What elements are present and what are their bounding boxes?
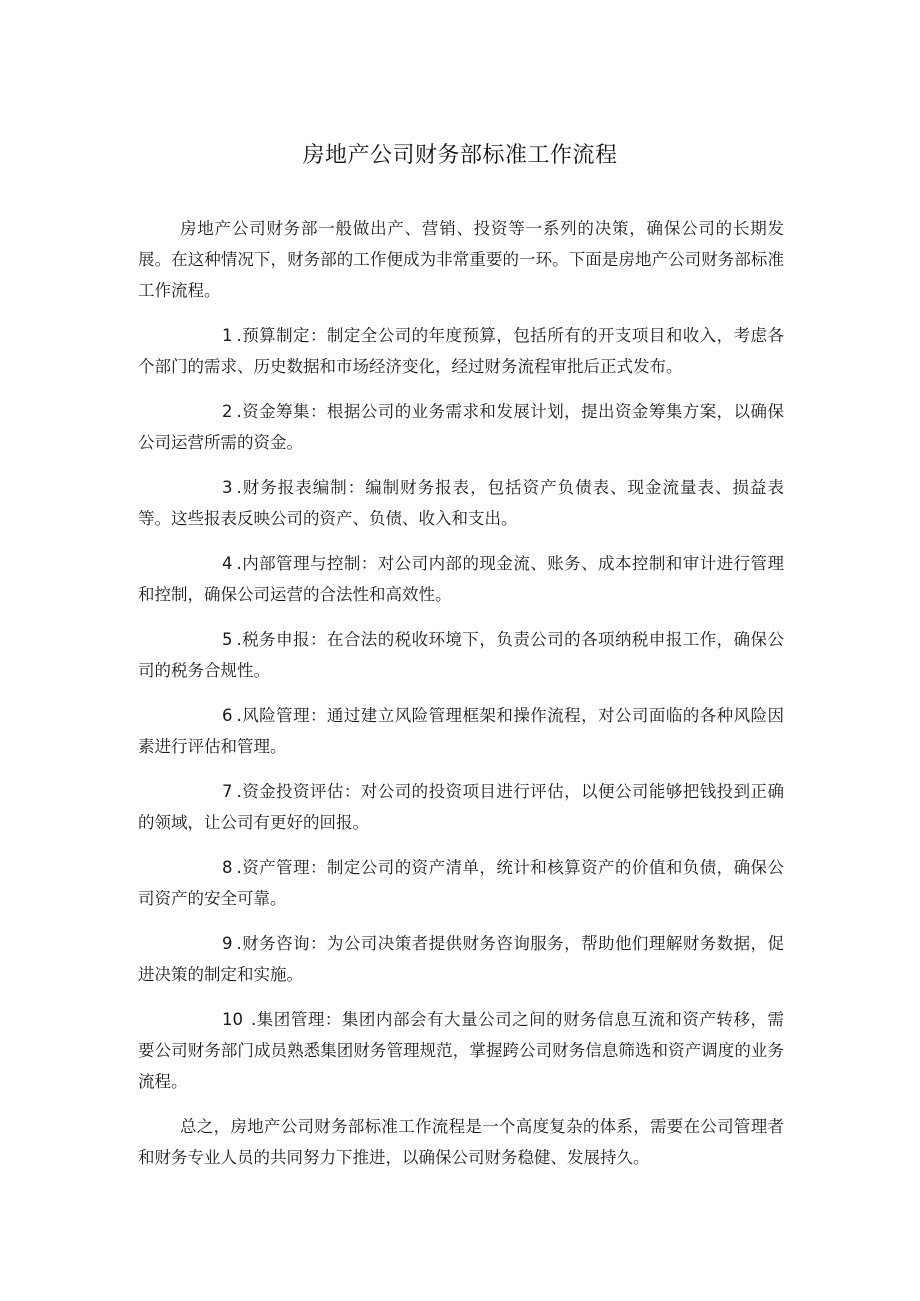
list-item	[138, 396, 784, 458]
list-item	[138, 700, 784, 762]
list-item	[138, 928, 784, 990]
item-text: .资金筹集：根据公司的业务需求和发展计划，提出资金筹集方案，以确保公司运营所需的资金。	[138, 402, 784, 452]
item-number: 1	[222, 326, 233, 345]
conclusion-paragraph: 总之，房地产公司财务部标准工作流程是一个高度复杂的体系，需要在公司管理者和财务专业人员的共同努力下推进，以确保公司财务稳健、发展持久。	[138, 1117, 784, 1167]
item-number: 5	[222, 630, 233, 649]
document-title: 房地产公司财务部标准工作流程	[302, 143, 618, 168]
item-text: .税务申报：在合法的税收环境下，负责公司的各项纳税申报工作，确保公司的税务合规性。	[138, 630, 784, 680]
list-item	[138, 852, 784, 914]
item-number: 3	[222, 478, 233, 497]
list-item	[138, 472, 784, 534]
item-text: .资产管理：制定公司的资产清单，统计和核算资产的价值和负债，确保公司资产的安全可靠。	[138, 858, 784, 908]
list-item	[138, 776, 784, 838]
item-number: 9	[222, 934, 233, 953]
document-body	[138, 213, 784, 1187]
item-number: 6	[222, 706, 233, 725]
item-number: 7	[222, 782, 233, 801]
list-item	[138, 320, 784, 382]
list-item	[138, 624, 784, 686]
item-text: .财务咨询：为公司决策者提供财务咨询服务，帮助他们理解财务数据，促进决策的制定和实施。	[138, 934, 784, 984]
item-text: .内部管理与控制：对公司内部的现金流、账务、成本控制和审计进行管理和控制，确保公司运营的合法性和高效性。	[138, 554, 784, 604]
item-text: .预算制定：制定全公司的年度预算，包括所有的开支项目和收入，考虑各个部门的需求、历史数据和市场经济变化，经过财务流程审批后正式发布。	[138, 326, 784, 376]
item-number: 4	[222, 554, 233, 573]
item-text: .财务报表编制：编制财务报表，包括资产负债表、现金流量表、损益表等。这些报表反映公司的资产、负债、收入和支出。	[138, 478, 784, 528]
intro-paragraph: 房地产公司财务部一般做出产、营销、投资等一系列的决策，确保公司的长期发展。在这种情况下，财务部的工作便成为非常重要的一环。下面是房地产公司财务部标准工作流程。	[138, 219, 784, 300]
item-text: .风险管理：通过建立风险管理框架和操作流程，对公司面临的各种风险因素进行评估和管理。	[138, 706, 784, 756]
item-text: .资金投资评估：对公司的投资项目进行评估，以便公司能够把钱投到正确的领域，让公司有更好的回报。	[138, 782, 784, 832]
item-number: 2	[222, 402, 233, 421]
item-text: .集团管理：集团内部会有大量公司之间的财务信息互流和资产转移，需要公司财务部门成员熟悉集团财务管理规范，掌握跨公司财务信息筛选和资产调度的业务流程。	[138, 1010, 784, 1091]
list-item	[138, 1004, 784, 1097]
item-number: 8	[222, 858, 233, 877]
list-item	[138, 548, 784, 610]
item-number: 10	[222, 1010, 243, 1029]
